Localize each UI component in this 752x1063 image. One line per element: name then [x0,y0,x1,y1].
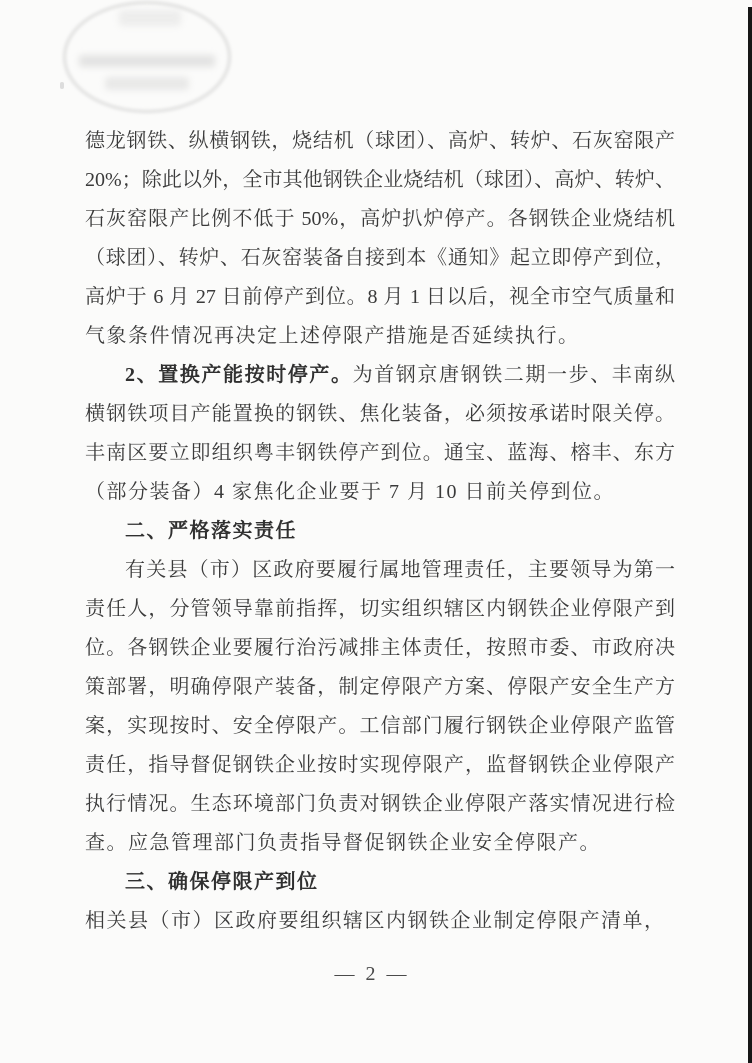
text-line: 执行情况。生态环境部门负责对钢铁企业停限产落实情况进行检 [85,793,675,815]
text-run: 为首钢京唐钢铁二期一步、丰南纵 [352,364,676,386]
text-line: （球团）、转炉、石灰窑装备自接到本《通知》起立即停产到位， [85,247,675,269]
text-line [85,356,675,395]
text-line: 气象条件情况再决定上述停限产措施是否延续执行。 [85,325,580,347]
text-line: 有关县（市）区政府要履行属地管理责任，主要领导为第一 [125,559,675,581]
text-line: 策部署，明确停限产装备，制定停限产方案、停限产安全生产方 [85,676,675,698]
page-number: — 2 — [334,963,410,985]
text-line: 20%；除此以外，全市其他钢铁企业烧结机（球团）、高炉、转炉、 [85,169,675,191]
bold-lead-text: 2、置换产能按时停产。 [125,364,353,386]
seal-smudge [79,55,215,67]
text-line: 丰南区要立即组织粤丰钢铁停产到位。通宝、蓝海、榕丰、东方 [85,442,675,464]
text-line: 位。各钢铁企业要履行治污减排主体责任，按照市委、市政府决 [85,637,675,659]
text-line: 责任人，分管领导靠前指挥，切实组织辖区内钢铁企业停限产到 [85,598,675,620]
faded-seal-stamp [63,1,231,113]
text-line: 横钢铁项目产能置换的钢铁、焦化装备，必须按承诺时限关停。 [85,403,675,425]
text-line: 高炉于 6 月 27 日前停产到位。8 月 1 日以后，视全市空气质量和 [85,286,675,308]
text-line: （部分装备）4 家焦化企业要于 7 月 10 日前关停到位。 [85,481,615,503]
document-body [85,122,675,941]
text-line: 相关县（市）区政府要组织辖区内钢铁企业制定停限产清单， [85,910,666,932]
seal-smudge [105,77,189,90]
text-line: 责任，指导督促钢铁企业按时实现停限产，监督钢铁企业停限产 [85,754,675,776]
scan-speck [60,82,64,89]
text-line: 德龙钢铁、纵横钢铁，烧结机（球团）、高炉、转炉、石灰窑限产 [85,130,675,152]
section-heading: 二、严格落实责任 [125,520,297,542]
text-line: 石灰窑限产比例不低于 50%，高炉扒炉停产。各钢铁企业烧结机 [85,208,675,230]
scan-edge-artifact [748,7,752,1063]
text-line: 查。应急管理部门负责指导督促钢铁企业安全停限产。 [85,832,601,854]
text-line: 案，实现按时、安全停限产。工信部门履行钢铁企业停限产监管 [85,715,675,737]
seal-smudge [119,10,181,26]
section-heading: 三、确保停限产到位 [125,871,319,893]
